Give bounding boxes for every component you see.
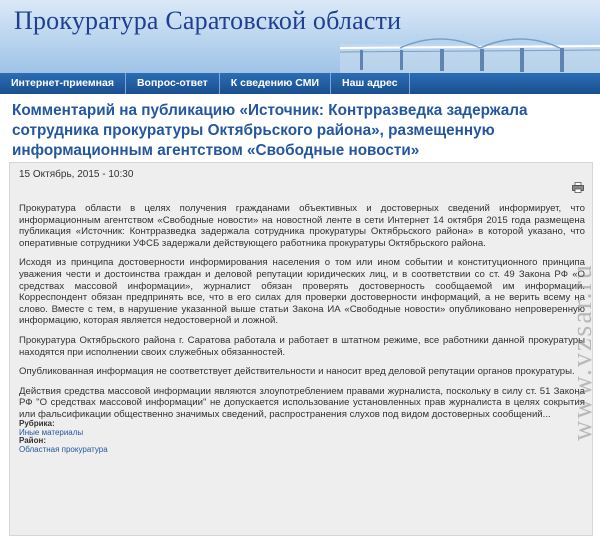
region-link[interactable]: Областная прокуратура (19, 445, 108, 455)
paragraph: Действия средства массовой информации являются злоупотреблением правами журналиста, поскольку в силу ст. 51 Закона РФ "О средствах массовой информации" не допускается использование установленных прав журналиста в целях сокрытия или фальсификации общественно значимых сведений, распространения слухов под видом достоверных сообщений... (19, 385, 585, 420)
paragraph: Исходя из принципа достоверности информирования населения о том или ином событии и конституционного принципа уважения чести и достоинства граждан и деловой репутации юридических лиц, и в соответствии со ст. 49 Закона РФ «О средствах массовой информации», журналист обязан проверять достоверность сообщаемой им информации. Корреспондент обязан предпринять все, что в его силах для проверки достоверности информаций, а не верить всему на слово. Вместе с тем, в нарушение указанной выше статьи Закона ИА «Свободные новости» опубликовано непроверенную информацию, которая является недостоверной и ложной. (19, 257, 585, 327)
article-title: Комментарий на публикацию «Источник: Контрразведка задержала сотрудника прокуратуры Октябрьского района», размещенную информационным агентством «Свободные новости» (12, 102, 528, 159)
print-icon[interactable] (572, 182, 584, 193)
article-meta (19, 420, 108, 455)
paragraph: Прокуратура Октябрьского района г. Саратова работала и работает в штатном режиме, все работники данной прокуратуры находятся при исполнении своих служебных обязанностей. (19, 334, 585, 358)
main-nav (0, 73, 600, 94)
nav-for-media[interactable]: К сведению СМИ (220, 73, 331, 94)
nav-our-address[interactable]: Наш адрес (331, 73, 410, 94)
paragraph: Опубликованная информация не соответствует действительности и наносит вред деловой репутации органов прокуратуры. (19, 366, 575, 378)
nav-question-answer[interactable]: Вопрос-ответ (126, 73, 220, 94)
rubric-label: Рубрика: (19, 419, 55, 428)
paragraph: Прокуратура области в целях получения гражданами объективных и достоверных сведений информирует, что информационным агентством «Свободные новости» на новостной ленте в сети Интернет 14 октября 2015 года размещена публикация «Источник: Контрразведка задержала сотрудника прокуратуры Октябрьского района» в которой указано, что оперативные сотрудники УФСБ задержали действующего работника прокуратуры Октябрьского района. (19, 203, 585, 249)
article-content (9, 162, 593, 536)
nav-internet-reception[interactable]: Интернет-приемная (0, 73, 126, 94)
site-title[interactable]: Прокуратура Саратовской области (14, 6, 402, 35)
region-label: Район: (19, 436, 46, 446)
bridge-illustration (340, 0, 600, 73)
watermark-text: www.vzsar.ru (567, 263, 598, 441)
rubric-link[interactable]: Иные материалы (19, 427, 84, 437)
site-header (0, 0, 600, 73)
article-body (19, 203, 585, 429)
article-date: 15 Октябрь, 2015 - 10:30 (19, 169, 134, 180)
